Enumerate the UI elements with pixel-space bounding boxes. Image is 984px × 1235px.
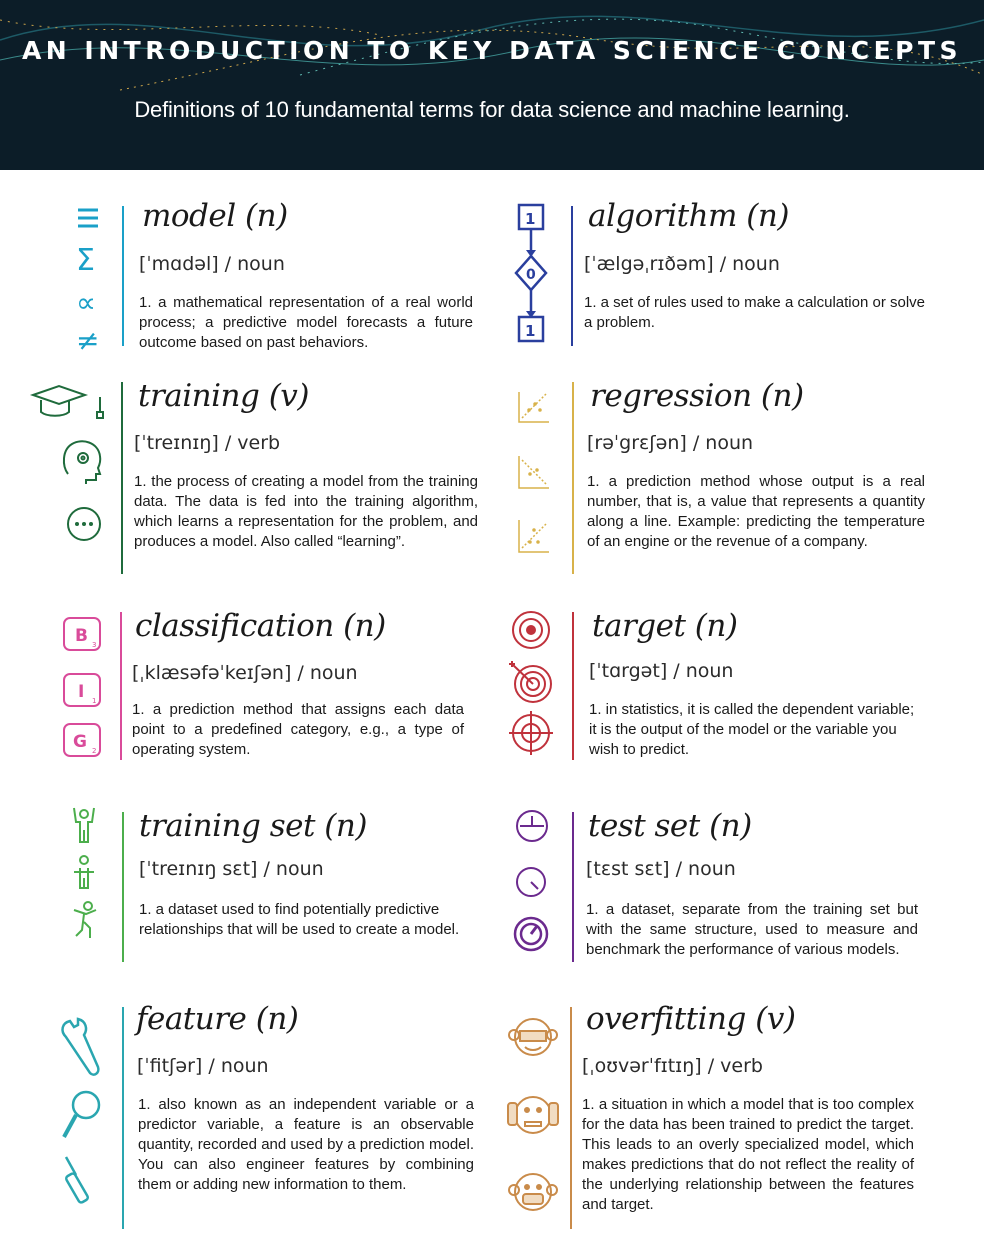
entry-classification	[0, 600, 492, 770]
equals-icon	[78, 210, 98, 226]
gauge-icon-3	[515, 918, 547, 950]
svg-text:1: 1	[92, 697, 97, 705]
see-no-evil-monkey-icon	[509, 1019, 557, 1055]
model-pronunciation: [ˈmɑdəl] / noun	[139, 253, 285, 275]
entry-target	[492, 600, 984, 770]
entry-model	[0, 190, 492, 360]
person-standing-icon	[74, 856, 94, 888]
training-set-definition: 1. a dataset used to find potentially predictive relationships that will be used to create a model.	[139, 901, 460, 938]
feature-term: feature (n)	[136, 1001, 299, 1037]
target-definition: 1. in statistics, it is called the dependent variable; it is the output of the model or the variable you wish to predict.	[589, 701, 915, 758]
regression-term: regression (n)	[590, 378, 804, 414]
test-set-pronunciation: [tɛst sɛt] / noun	[586, 858, 736, 880]
model-definition: 1. a mathematical representation of a real world process; a predictive model forecasts a future outcome based on past behaviors.	[139, 294, 473, 351]
algorithm-divider	[571, 206, 573, 346]
algorithm-flowchart-icon	[492, 190, 582, 365]
classification-pronunciation: [ˌklæsəfəˈkeɪʃən] / noun	[132, 662, 358, 684]
model-divider	[122, 206, 124, 346]
screwdriver-icon	[65, 1157, 89, 1203]
svg-text:B: B	[75, 626, 88, 646]
entry-regression	[492, 370, 984, 580]
algorithm-definition: 1. a set of rules used to make a calculation or solve a problem.	[584, 294, 926, 331]
target-divider	[572, 612, 574, 760]
test-set-divider	[572, 812, 574, 962]
svg-text:≠: ≠	[76, 324, 100, 357]
entry-training-set	[0, 800, 492, 970]
training-set-pronunciation: [ˈtreɪnɪŋ sɛt] / noun	[139, 858, 324, 880]
test-set-definition: 1. a dataset, separate from the training set but with the same structure, used to measure and benchmark the performance of various models.	[586, 901, 918, 958]
letter-tile-b-icon	[64, 618, 100, 650]
flow-step-2: 0	[526, 267, 536, 283]
crosshair-icon	[509, 711, 553, 755]
letter-tile-i-icon	[64, 674, 100, 706]
training-pronunciation: [ˈtreɪnɪŋ] / verb	[134, 432, 281, 454]
entry-overfitting	[492, 995, 984, 1230]
svg-text:I: I	[78, 682, 85, 702]
training-set-term: training set (n)	[139, 808, 367, 844]
entry-algorithm	[492, 190, 984, 360]
classification-definition: 1. a prediction method that assigns each data point to a predefined category, e.g., a type of operating system.	[132, 701, 464, 758]
gauge-icon-1	[517, 811, 547, 841]
svg-text:∝: ∝	[76, 286, 97, 319]
entry-training	[0, 370, 492, 580]
svg-text:Σ: Σ	[76, 243, 95, 278]
model-term: model (n)	[142, 198, 288, 234]
target-arrow-icon	[509, 661, 551, 702]
regression-divider	[572, 382, 574, 574]
decorative-waves	[0, 0, 984, 170]
person-running-icon	[74, 902, 96, 938]
target-pronunciation: [ˈtɑrgət] / noun	[589, 660, 734, 682]
target-icon-1	[513, 612, 549, 648]
letter-tile-g-icon	[64, 724, 100, 756]
feature-divider	[122, 1007, 124, 1229]
training-term: training (v)	[138, 378, 309, 414]
regression-definition: 1. a prediction method whose output is a real number, that is, a value that represents a quantity along a line. Example: predicting the temperature of an engine or the revenue of a company.	[587, 473, 925, 550]
overfitting-divider	[570, 1007, 572, 1229]
magnifier-icon	[64, 1092, 99, 1137]
feature-definition: 1. also known as an independent variable or a predictor variable, a feature is an observable quantity, recorded and used by a prediction model. You can also engineer features by combining them or adding new information to them.	[138, 1096, 474, 1193]
brain-gear-icon	[64, 441, 100, 484]
flow-step-3: 1	[525, 322, 536, 340]
not-equal-icon	[76, 324, 99, 357]
gauge-icon-2	[517, 868, 545, 896]
svg-text:2: 2	[92, 747, 97, 755]
training-divider	[121, 382, 123, 574]
target-term: target (n)	[592, 608, 738, 644]
test-set-term: test set (n)	[588, 808, 752, 844]
proportional-icon	[76, 286, 96, 319]
classification-term: classification (n)	[135, 608, 386, 644]
graduation-cap-icon	[33, 386, 103, 418]
header-banner	[0, 0, 984, 170]
training-set-divider	[122, 812, 124, 962]
overfitting-definition: 1. a situation in which a model that is too complex for the data has been trained to predict the target. This leads to an overly specialized model, which makes predictions that do not reflect the reality of the underlying relationship between the features and target.	[582, 1096, 914, 1213]
regression-pronunciation: [rəˈgrɛʃən] / noun	[587, 432, 754, 454]
speak-no-evil-monkey-icon	[509, 1174, 557, 1210]
hear-no-evil-monkey-icon	[508, 1097, 558, 1133]
entry-test-set	[492, 800, 984, 970]
algorithm-pronunciation: [ˈælgəˌrɪðəm] / noun	[584, 253, 780, 275]
entry-feature	[0, 995, 492, 1230]
svg-text:3: 3	[92, 641, 97, 649]
scatter-plot-icon-2	[519, 456, 549, 488]
overfitting-pronunciation: [ˌoʊvərˈfɪtɪŋ] / verb	[582, 1055, 763, 1077]
page-subtitle: Definitions of 10 fundamental terms for data science and machine learning.	[134, 97, 850, 122]
algorithm-term: algorithm (n)	[588, 198, 789, 234]
feature-pronunciation: [ˈfitʃər] / noun	[137, 1055, 269, 1077]
chat-bubble-icon	[68, 508, 100, 540]
scatter-plot-icon-1	[519, 392, 549, 422]
flow-step-1: 1	[525, 210, 536, 228]
page-title: AN INTRODUCTION TO KEY DATA SCIENCE CONCEPTS	[21, 36, 963, 65]
person-arms-up-icon	[74, 808, 94, 842]
svg-text:G: G	[73, 732, 87, 752]
model-icons	[0, 190, 110, 365]
classification-divider	[120, 612, 122, 760]
overfitting-term: overfitting (v)	[586, 1001, 796, 1037]
scatter-plot-icon-3	[519, 520, 549, 552]
training-definition: 1. the process of creating a model from the training data. The data is fed into the training algorithm, which learns a representation for the problem, and produces a model. Also called “learning”.	[134, 473, 478, 550]
wrench-icon	[63, 1019, 99, 1075]
sigma-icon	[76, 243, 95, 278]
